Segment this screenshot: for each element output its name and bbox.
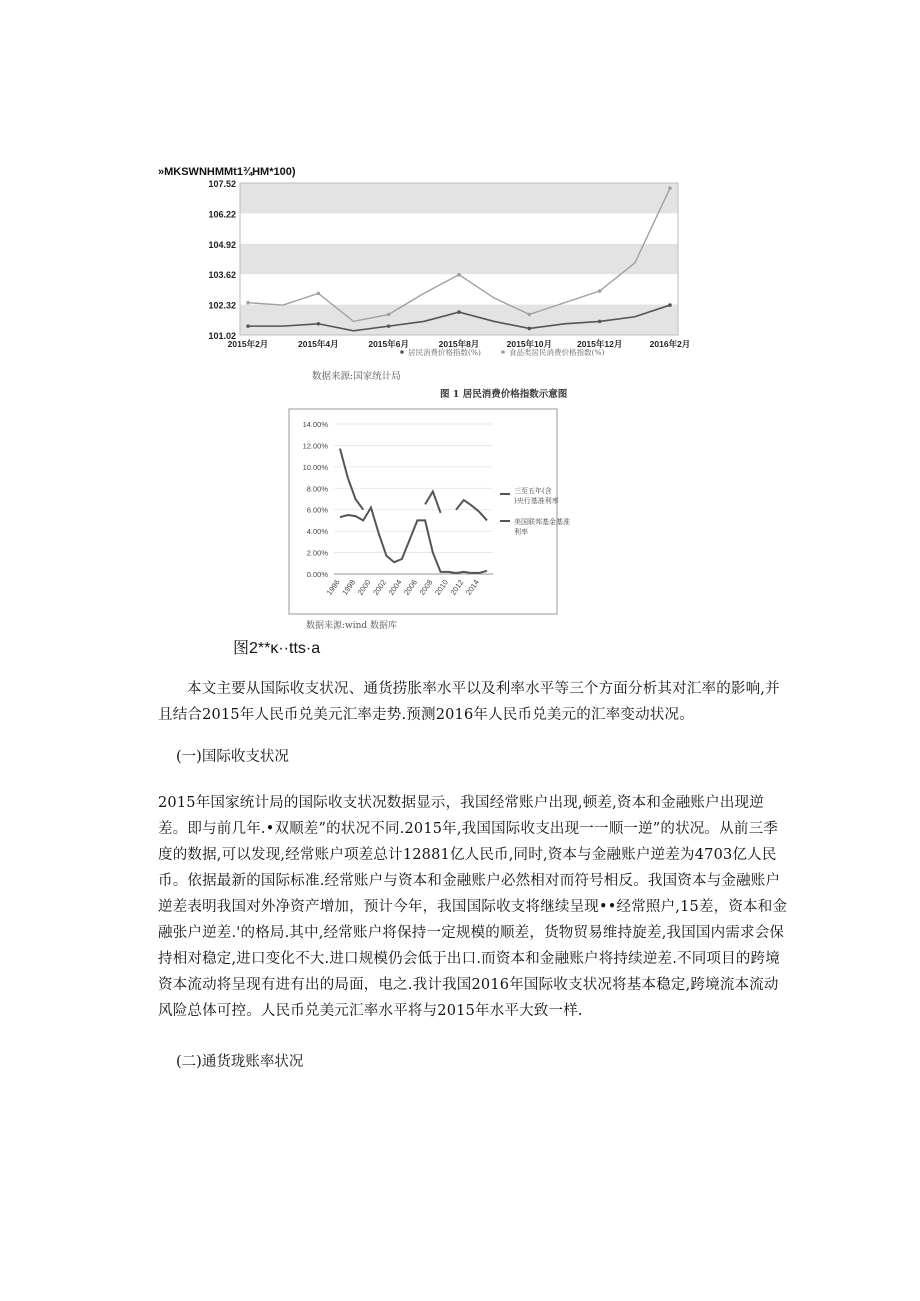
y-tick-label: 2.00% (306, 548, 328, 558)
data-point (668, 303, 672, 307)
data-point (387, 313, 391, 317)
legend-label-1: 三至五年(含 (514, 487, 552, 495)
data-point (598, 320, 602, 324)
y-tick-label: 12.00% (302, 441, 328, 451)
legend-label-2: 美国联邦基金基准 (514, 518, 570, 526)
x-tick-label: 2014 (463, 577, 481, 597)
y-tick-label: 6.00% (306, 505, 328, 515)
legend-label-1: 居民消费价格指数(%) (408, 348, 481, 357)
section-heading-2: (二)通货珑账率状况 (176, 1054, 304, 1070)
x-tick-label: 2008 (417, 577, 435, 597)
x-tick-label: 1996 (324, 577, 342, 597)
intro-paragraph: 本文主要从国际收支状况、通货捞胀率水平以及利率水平等三个方面分析其对汇率的影响,并且结合2015年人民币兑美元汇率走势.预测2016年人民币兑美元的汇率变动状况。 (158, 681, 780, 723)
data-point (598, 289, 602, 293)
legend-label-2: 食品类居民消费价格指数(%) (509, 348, 605, 357)
x-tick-label: 2002 (371, 577, 389, 597)
x-tick-label: 2015年8月 (438, 339, 480, 349)
legend-marker-1 (400, 350, 404, 354)
balance-paragraph: 2015年国家统计局的国际收支状况数据显示，我国经常账户出现,顿差,资本和金融账户出现逆差。即与前几年.•双顺差”的状况不同.2015年,我国国际收支出现一一顺一逆”的状况。从前三季度的数据,可以发现,经常账户项差总计12881亿人民币,同时,资本与金融账户逆差为4703亿人民币。依据最新的国际标准.经常账户与资本和金融账户必然相对而符号相反。我国资本与金融账户逆差表明我国对外净资产增加，预计今年，我国国际收支将继续呈现••经常照户,15差，资本和金融张户逆差.'的格局.其中,经常账户将保持一定规模的顺差，货物贸易维持旋差,我国国内需求会保持相对稳定,进口变化不大.进口规模仍会低于出口.而资本和金融账户将持续逆差.不同项目的跨境资本流动将呈现有进有出的局面，电之.我计我国2016年国际收支状况将基本稳定,跨境流本流动风险总体可控。人民币兑美元汇率水平将与2015年水平大致一样. (158, 795, 788, 1019)
band (240, 244, 678, 274)
y-tick-label: 107.52 (208, 179, 236, 189)
data-point (387, 324, 391, 328)
legend-label-1-line2: )央行基准利率 (514, 497, 559, 505)
y-tick-label: 14.00% (302, 420, 328, 429)
y-tick-label: 4.00% (306, 527, 328, 537)
figure2-chart (288, 408, 570, 633)
figure2-source: 数据来源:wind 数据库 (306, 621, 398, 631)
legend-label-2-line2: 利率 (514, 528, 528, 536)
data-point (528, 313, 532, 317)
data-point (246, 301, 250, 305)
band (240, 183, 678, 213)
x-tick-label: 1998 (340, 577, 358, 597)
x-tick-label: 2004 (386, 577, 404, 597)
figure1-caption: 图 1 居民消费价格指数示意图 (440, 389, 568, 400)
data-point (457, 310, 461, 314)
x-tick-label: 2012 (448, 577, 466, 597)
data-point (317, 322, 321, 326)
x-tick-label: 2015年2月 (227, 339, 269, 349)
data-point (668, 186, 672, 190)
y-tick-label: 0.00% (306, 570, 328, 579)
y-tick-label: 101.02 (208, 331, 236, 341)
data-point (246, 324, 250, 328)
x-tick-label: 2015年10月 (506, 339, 553, 349)
y-tick-label: 8.00% (306, 484, 328, 494)
x-tick-label: 2010 (433, 577, 450, 597)
y-tick-label: 102.32 (208, 300, 236, 311)
x-tick-label: 2015年12月 (576, 339, 623, 349)
data-point (317, 292, 321, 296)
x-tick-label: 2015年4月 (298, 339, 339, 349)
legend-marker-2 (501, 350, 505, 354)
figure1-chart (200, 175, 705, 410)
data-point (528, 327, 532, 331)
data-point (457, 273, 461, 277)
y-tick-label: 104.92 (208, 239, 236, 250)
figure1-source: 数据来源:国家统计局 (312, 371, 401, 382)
section-heading-1: (一)国际收支状况 (176, 749, 289, 765)
y-tick-label: 10.00% (302, 462, 328, 472)
x-tick-label: 2006 (402, 577, 420, 597)
figure2-label: 图2**κ··tts·a (233, 640, 321, 657)
x-tick-label: 2016年2月 (649, 339, 691, 349)
x-tick-label: 2015年6月 (368, 339, 409, 349)
y-tick-label: 103.62 (208, 270, 236, 281)
y-tick-label: 106.22 (208, 209, 236, 220)
x-tick-label: 2000 (355, 577, 373, 597)
figure1-top-label: »MKSWNHMMt1¾HM*100) (158, 166, 296, 178)
